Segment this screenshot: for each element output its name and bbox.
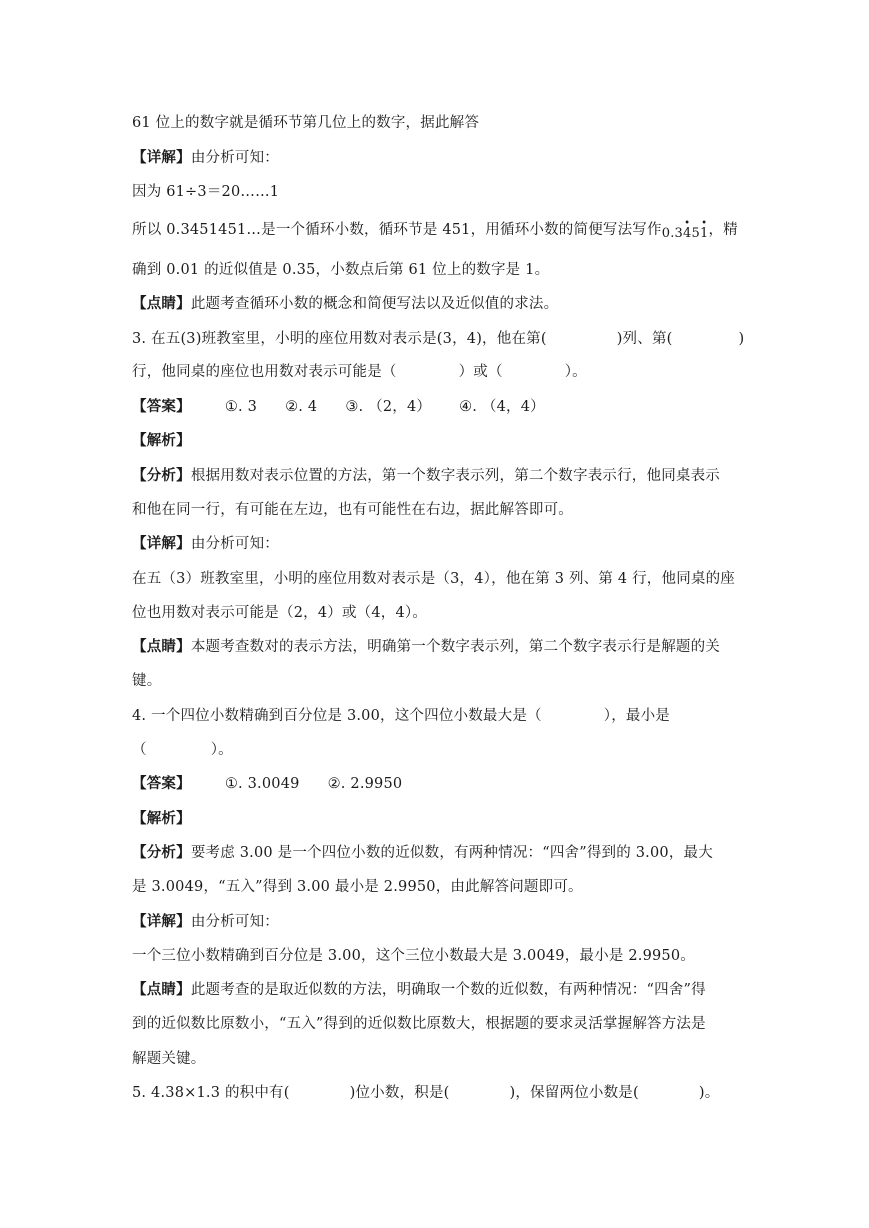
explanation-heading-q4: 【解析】 xyxy=(132,810,191,827)
comment-line: 【点睛】此题考查循环小数的概念和简便写法以及近似值的求法。 xyxy=(132,295,559,312)
approx-line: 确到 0.01 的近似值是 0.35，小数点后第 61 位上的数字是 1。 xyxy=(132,262,550,278)
detail-line-q4: 一个三位小数精确到百分位是 3.00，这个三位小数最大是 3.0049，最小是 2.9950。 xyxy=(132,948,695,964)
repeating-decimal-line: 所以 0.3451451…是一个循环小数，循环节是 451，用循环小数的简便写法写作0.3• 45• 1，精 xyxy=(132,220,738,241)
analysis-line-q4-2: 是 3.0049，“五入”得到 3.00 最小是 2.9950，由此解答问题即可。 xyxy=(132,879,583,895)
comment-line-q4-1: 【点睛】此题考查的是取近似数的方法，明确取一个数的近似数，有两种情况：“四舍”得 xyxy=(132,981,706,998)
comment-line-q4-2: 到的近似数比原数小，“五入”得到的近似数比原数大，根据题的要求灵活掌握解答方法是 xyxy=(132,1016,706,1032)
comment-line-q4-3: 解题关键。 xyxy=(132,1051,206,1067)
comment-line-q3-2: 键。 xyxy=(132,673,162,689)
answer-line-q3: 【答案】 ①. 3 ②. 4 ③. （2，4） ④. （4，4） xyxy=(132,398,545,415)
question-4-line-1: 4. 一个四位小数精确到百分位是 3.00，这个四位小数最大是（ ），最小是 xyxy=(132,708,670,724)
question-5-line: 5. 4.38×1.3 的积中有( )位小数，积是( )，保留两位小数是( )。 xyxy=(132,1085,720,1101)
detail-heading-q3: 【详解】由分析可知： xyxy=(132,535,280,552)
comment-tag: 【点睛】 xyxy=(132,295,191,312)
analysis-line-q3-1: 【分析】根据用数对表示位置的方法，第一个数字表示列，第二个数字表示行，他同桌表示 xyxy=(132,467,721,484)
analysis-line-q3-2: 和他在同一行，有可能在左边，也有可能性在右边，据此解答即可。 xyxy=(132,502,573,518)
analysis-tag: 【分析】 xyxy=(132,467,191,484)
detail-line-q3-2: 位也用数对表示可能是（2，4）或（4，4）。 xyxy=(132,605,428,621)
detail-tag: 【详解】 xyxy=(132,149,191,166)
comment-line-q3-1: 【点睛】本题考查数对的表示方法，明确第一个数字表示列，第二个数字表示行是解题的关 xyxy=(132,638,721,655)
question-4-line-2: （ ）。 xyxy=(132,742,233,758)
analysis-line-q4-1: 【分析】要考虑 3.00 是一个四位小数的近似数，有两种情况：“四舍”得到的 3.00，最大 xyxy=(132,844,713,861)
repeating-decimal-notation: 0.3• 45• 1 xyxy=(662,226,709,241)
question-3-line-1: 3. 在五(3)班教室里，小明的座位用数对表示是(3，4)，他在第( )列、第( ) xyxy=(132,331,745,347)
detail-line-q3-1: 在五（3）班教室里，小明的座位用数对表示是（3，4），他在第 3 列、第 4 行，他同桌的座 xyxy=(132,571,736,587)
explanation-heading-q3: 【解析】 xyxy=(132,432,191,449)
answer-tag: 【答案】 xyxy=(132,398,191,415)
detail-heading: 【详解】由分析可知： xyxy=(132,149,280,166)
answer-line-q4: 【答案】 ①. 3.0049 ②. 2.9950 xyxy=(132,775,403,792)
detail-heading-q4: 【详解】由分析可知： xyxy=(132,913,280,930)
analysis-line-1: 61 位上的数字就是循环节第几位上的数字，据此解答 xyxy=(132,115,480,131)
question-3-line-2: 行，他同桌的座位也用数对表示可能是（ ）或（ ）。 xyxy=(132,364,587,380)
calc-line: 因为 61÷3＝20……1 xyxy=(132,184,280,200)
